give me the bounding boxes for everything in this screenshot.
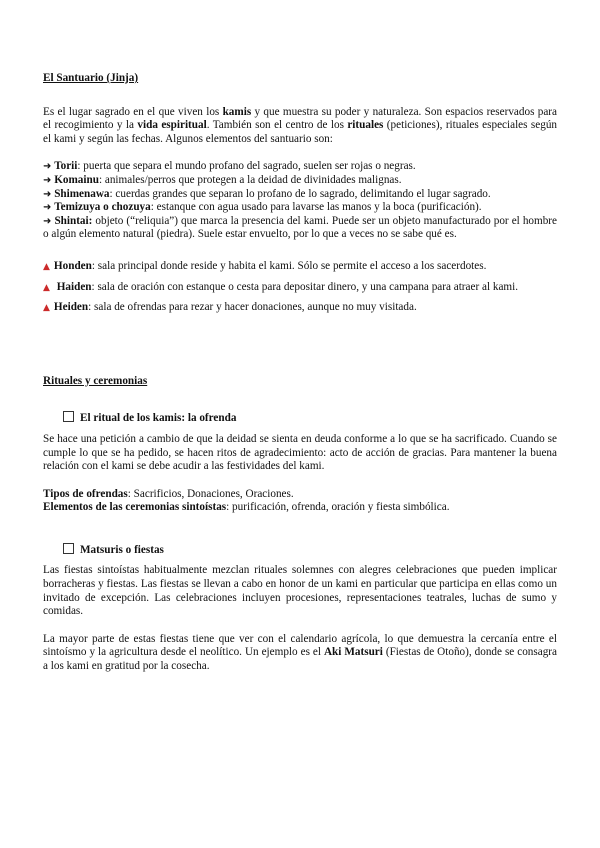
offering-types: Tipos de ofrendas: Sacrificios, Donaciones, Oraciones. — [43, 487, 294, 500]
arrow-right-icon: ➜ — [43, 202, 52, 214]
checkbox-icon — [63, 543, 74, 554]
arrow-right-icon: ➜ — [43, 215, 52, 227]
section-title-santuario: El Santuario (Jinja) — [43, 72, 139, 84]
offering-paragraph: Se hace una petición a cambio de que la deidad se sienta en deuda conforme a lo que se ha sacrificado. Cuando se cumple lo que se ha pedido, se hacen ritos de agradecimiento: acto de acción de gracias. Para mantener la buena relación con el kami se debe acudir a las festividades del kami. — [43, 432, 557, 473]
matsuri-paragraph-2: La mayor parte de estas fiestas tiene que ver con el calendario agrícola, lo que demuestra la cercanía entre el sintoísmo y la agricultura desde el neolítico. Un ejemplo es el Aki Matsuri (Fiestas de Otoño), donde se consagra a los kami en gratitud por la cosecha. — [43, 632, 557, 673]
matsuri-paragraph-1: Las fiestas sintoístas habitualmente mezclan rituales solemnes con alegres celebraciones que pueden implicar borracheras y fiestas. Las fiestas se llevan a cabo en honor de un kami en particular que participa en ellas como un invitado de excepción. Las celebraciones incluyen procesiones, representaciones teatrales, luchas de sumo y comidas. — [43, 564, 557, 618]
element-item: ➜ Shimenawa: cuerdas grandes que separan lo profano de lo sagrado, delimitando el lugar sagrado. — [43, 187, 491, 200]
red-triangle-icon: ▲ — [43, 303, 50, 314]
red-triangle-icon: ▲ — [43, 282, 50, 293]
arrow-right-icon: ➜ — [43, 174, 52, 186]
document-page — [43, 72, 557, 674]
section-title-rituales: Rituales y ceremonias — [43, 374, 148, 387]
red-triangle-icon: ▲ — [43, 261, 50, 272]
building-item: ▲ Honden: sala principal donde reside y habita el kami. Sólo se permite el acceso a los sacerdotes. — [43, 259, 487, 272]
ceremony-elements: Elementos de las ceremonias sintoístas: purificación, ofrenda, oración y fiesta simbólica. — [43, 501, 450, 514]
matsuri-heading: Matsuris o fiestas — [63, 543, 557, 558]
building-item: ▲ Heiden: sala de ofrendas para rezar y hacer donaciones, aunque no muy visitada. — [43, 301, 417, 314]
santuario-intro: Es el lugar sagrado en el que viven los kamis y que muestra su poder y naturaleza. Son espacios reservados para el recogimiento y la vida espiritual. También son el centro de los rituales (peticiones), rituales especiales según el kami y según las fechas. Algunos elementos del santuario son: — [43, 105, 558, 145]
element-item: ➜ Torii: puerta que separa el mundo profano del sagrado, suelen ser rojas o negras. — [43, 160, 416, 173]
santuario-buildings-list — [43, 260, 557, 316]
element-item: ➜ Komainu: animales/perros que protegen a la deidad de divinidades malignas. — [43, 173, 402, 186]
santuario-elements-list — [43, 160, 557, 242]
checkbox-icon — [63, 411, 74, 422]
element-item: ➜ Shintai: objeto (“reliquia”) que marca la presencia del kami. Puede ser un objeto manufacturado por el hombre o algún elemento natural (piedra). Suele estar envuelto, por lo que a veces no se sabe qué es. — [43, 214, 557, 241]
offering-heading: El ritual de los kamis: la ofrenda — [63, 411, 557, 426]
arrow-right-icon: ➜ — [43, 161, 52, 173]
element-item: ➜ Temizuya o chozuya: estanque con agua usado para lavarse las manos y la boca (purificación). — [43, 201, 482, 214]
arrow-right-icon: ➜ — [43, 188, 52, 200]
building-item: ▲ Haiden: sala de oración con estanque o cesta para depositar dinero, y una campana para atraer al kami. — [43, 280, 519, 293]
